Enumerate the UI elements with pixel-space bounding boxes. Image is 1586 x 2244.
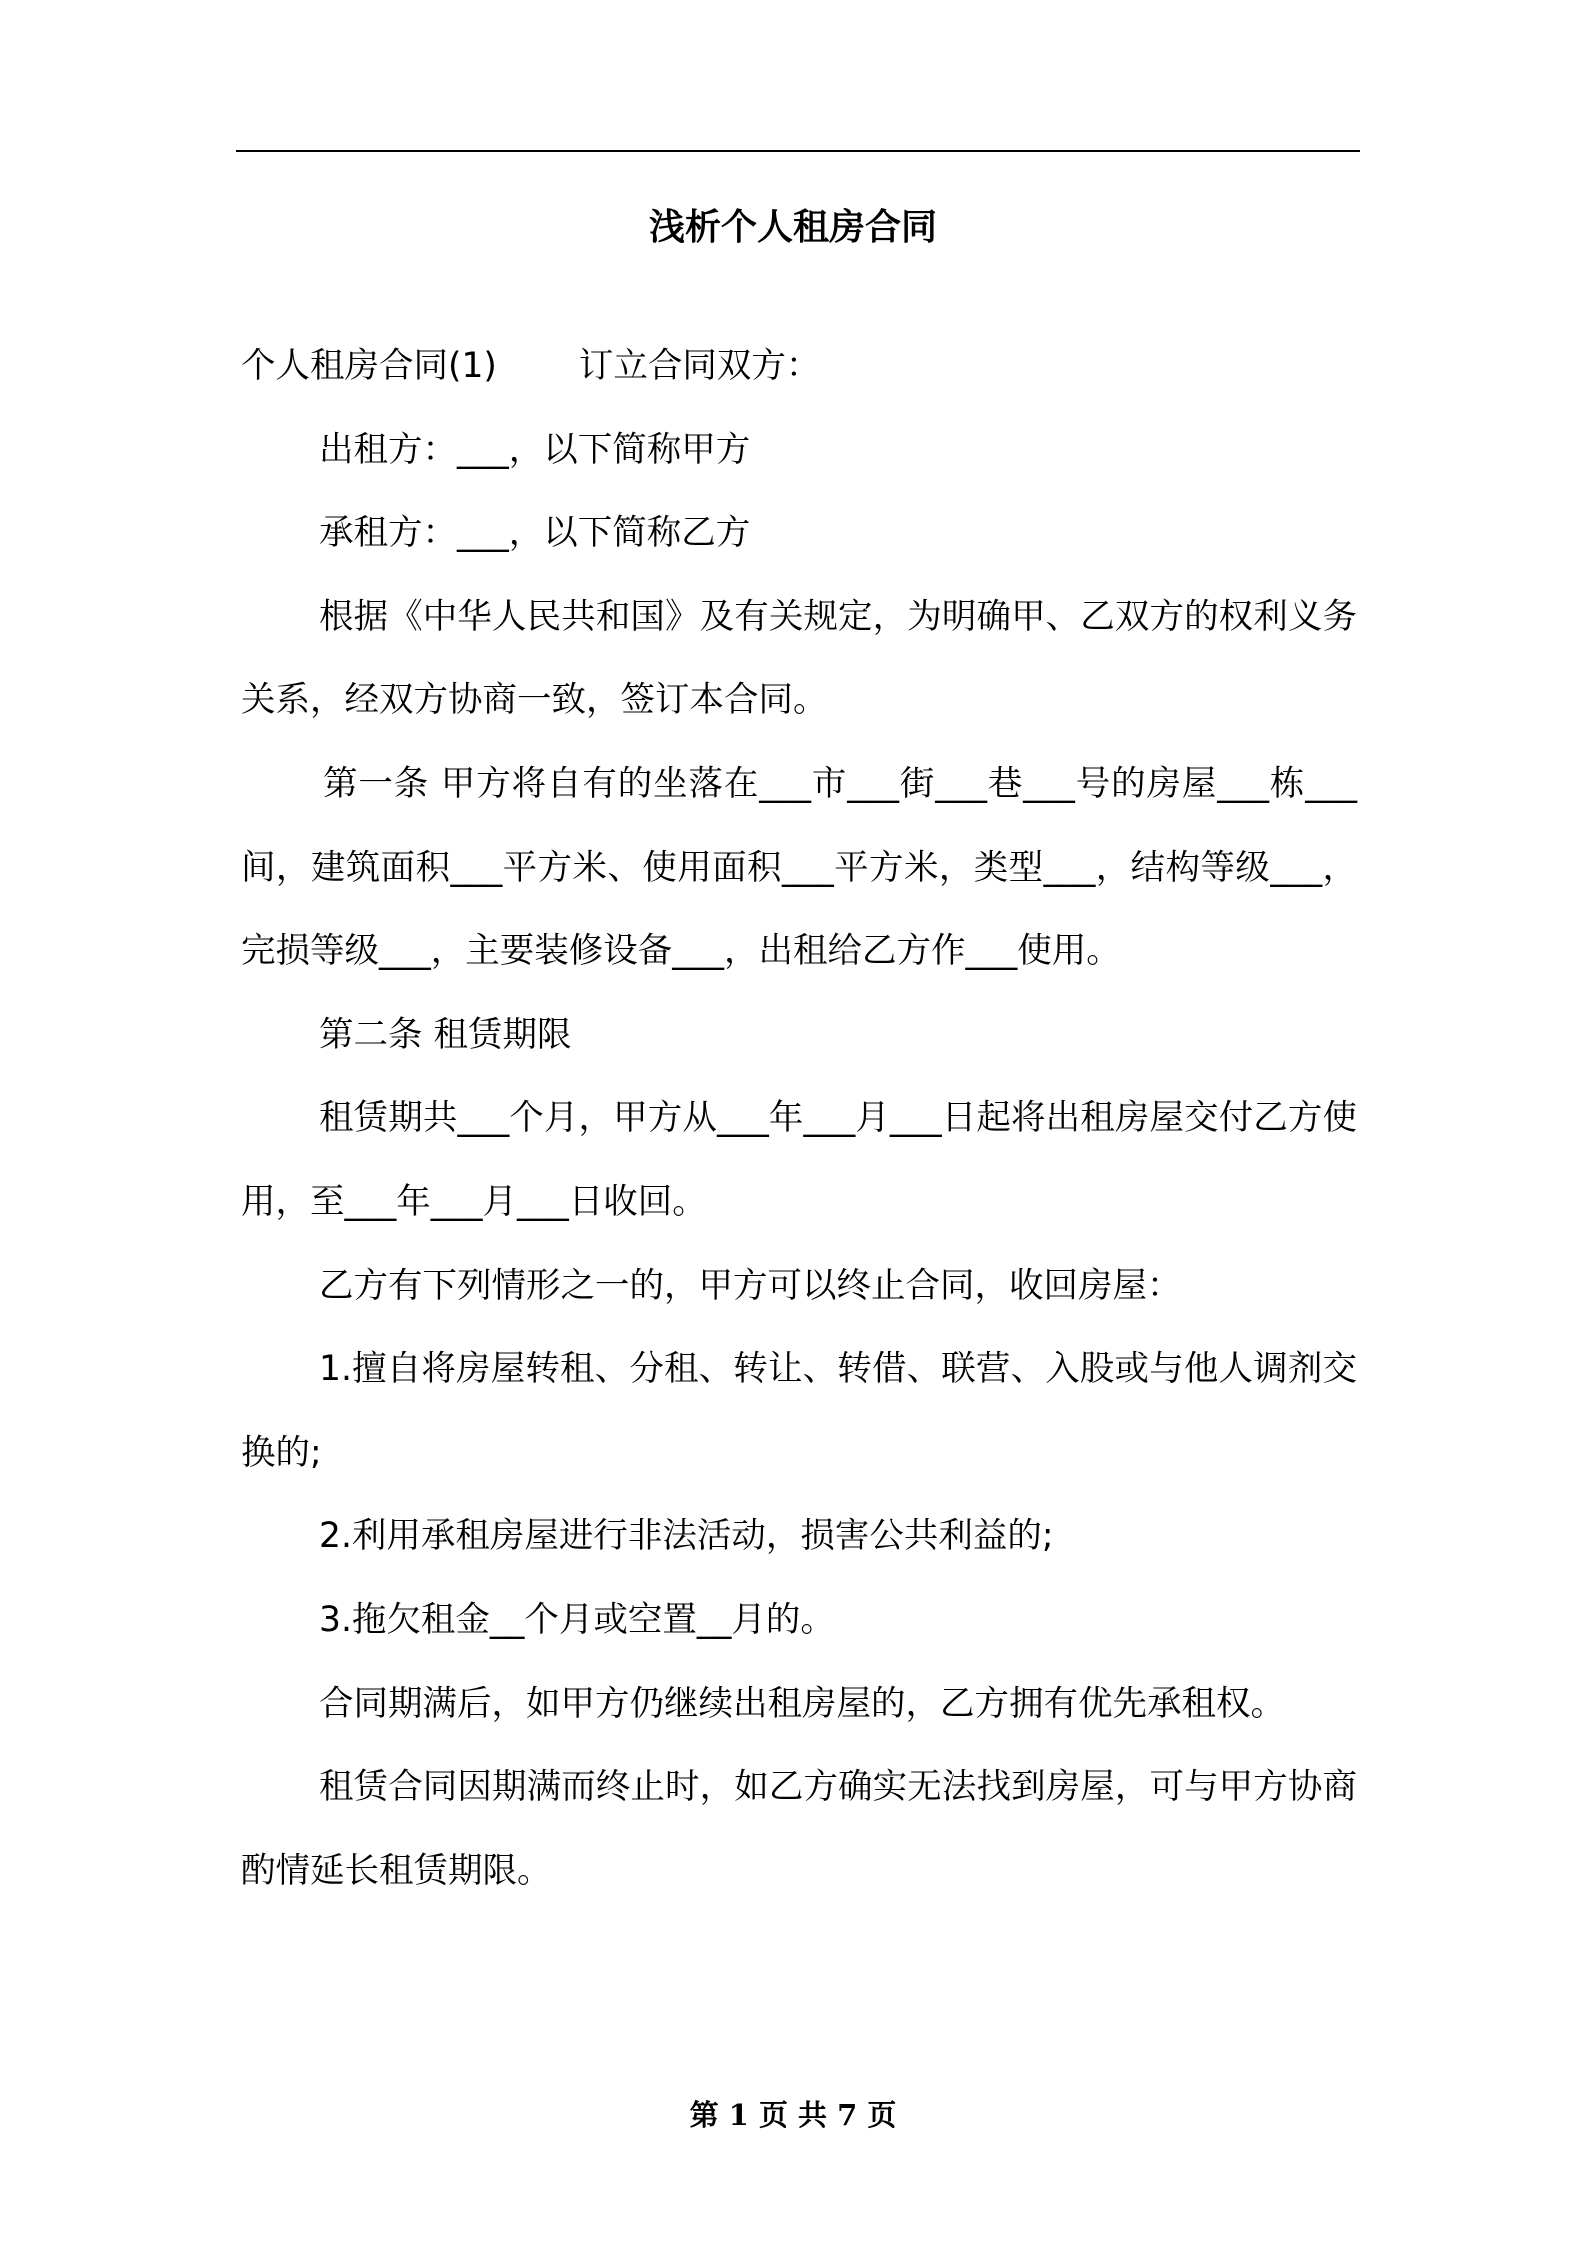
paragraph-lessor: 出租方：___，以下简称甲方 — [319, 429, 751, 470]
intro-line — [241, 325, 1357, 409]
paragraph-extension: 租赁合同因期满而终止时，如乙方确实无法找到房屋，可与甲方协商酌情延长租赁期限。 — [241, 1767, 1357, 1891]
paragraph-lessee: 承租方：___，以下简称乙方 — [319, 513, 751, 554]
paragraph-basis: 根据《中华人民共和国》及有关规定，为明确甲、乙双方的权利义务关系，经双方协商一致，签订本合同。 — [241, 596, 1357, 721]
page-indicator: 第 1 页 共 7 页 — [689, 2098, 897, 2132]
paragraph-termination-2: 2.利用承租房屋进行非法活动，损害公共利益的; — [319, 1516, 1054, 1557]
document-title: 浅析个人租房合同 — [648, 207, 937, 248]
paragraph-priority-right: 合同期满后，如甲方仍继续出租房屋的，乙方拥有优先承租权。 — [319, 1683, 1285, 1724]
header-rule — [236, 150, 1360, 152]
paragraph-article-1: 第一条 甲方将自有的坐落在___市___街___巷___号的房屋___栋___间，建筑面积___平方米、使用面积___平方米，类型___，结构等级___，完损等级___，主要装修设备___，出租给乙方作___使用。 — [241, 763, 1357, 972]
document-body — [241, 325, 1357, 1913]
intro-parties: 订立合同双方： — [578, 346, 821, 386]
paragraph-termination-1: 1.擅自将房屋转租、分租、转让、转借、联营、入股或与他人调剂交换的; — [241, 1349, 1357, 1473]
intro-label: 个人租房合同(1) — [241, 346, 497, 386]
paragraph-termination-3: 3.拖欠租金__个月或空置__月的。 — [319, 1599, 835, 1640]
paragraph-lease-term: 租赁期共___个月，甲方从___年___月___日起将出租房屋交付乙方使用，至___年___月___日收回。 — [241, 1098, 1357, 1222]
paragraph-article-2-heading: 第二条 租赁期限 — [319, 1014, 572, 1055]
paragraph-termination-intro: 乙方有下列情形之一的，甲方可以终止合同，收回房屋： — [319, 1265, 1182, 1306]
